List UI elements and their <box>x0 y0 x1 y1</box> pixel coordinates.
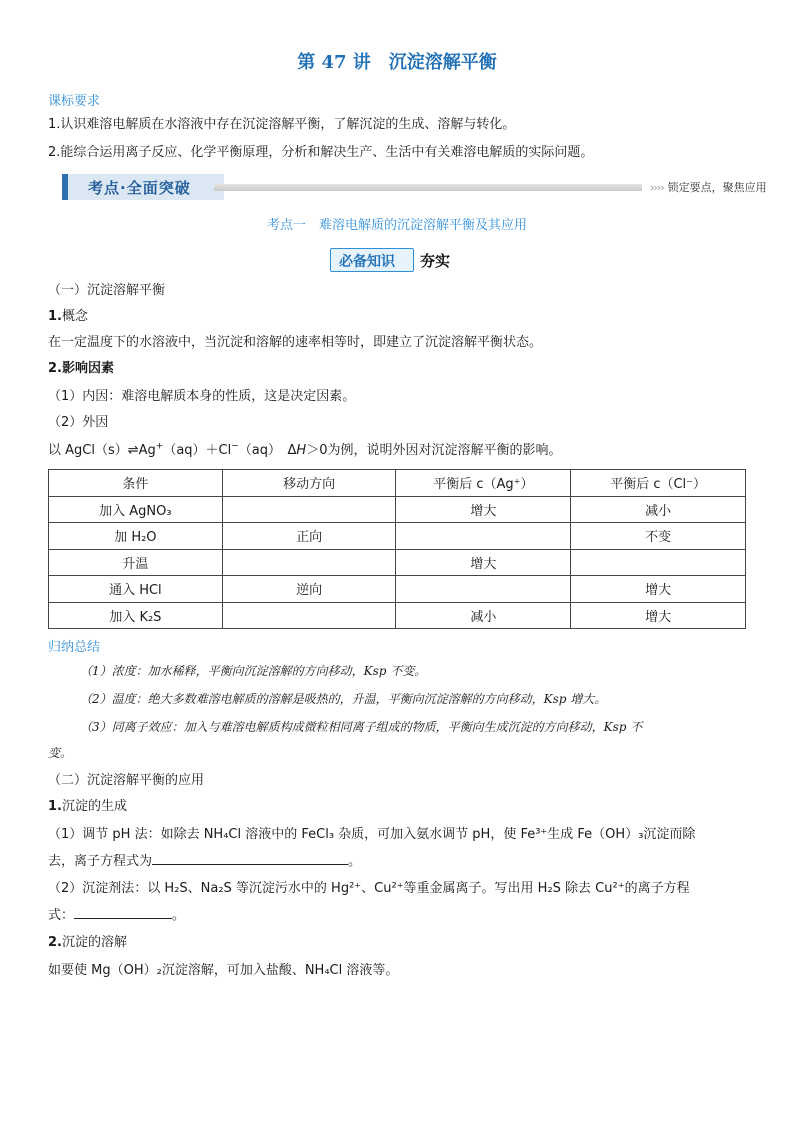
summary-heading: 归纳总结 <box>48 640 101 655</box>
generation-label: 沉淀的生成 <box>61 799 127 814</box>
ph-method-line1: （1）调节 pH 法：如除去 NH₄Cl 溶液中的 FeCl₃ 杂质，可加入氨水调节 pH，使 Fe³⁺生成 Fe（OH）₃沉淀而除 <box>48 827 696 842</box>
table-cell: 加入 AgNO₃ <box>49 496 223 523</box>
summary-item-3-cont: 变。 <box>48 746 73 760</box>
table-cell <box>222 496 396 523</box>
badge-box <box>330 248 414 272</box>
table-row <box>49 496 746 523</box>
concept-num: 1. <box>48 309 62 324</box>
chevrons-icon: ›››› <box>650 181 664 194</box>
example-post: ＞0为例，说明外因对沉淀溶解平衡的影响。 <box>306 443 562 458</box>
table-cell <box>222 549 396 576</box>
table-cell: 加 H₂O <box>49 523 223 550</box>
table-cell <box>571 549 746 576</box>
precipitant-line2 <box>48 906 185 925</box>
banner-tag-label: 考点·全面突破 <box>88 179 191 197</box>
precipitant-text: 式： <box>48 908 75 923</box>
summary-item-3: （3）同离子效应：加入与难溶电解质构成微粒相同离子组成的物质，平衡向生成沉淀的方向移动，Ksp 不 <box>80 720 643 734</box>
table-header-cell: 条件 <box>49 470 223 497</box>
table-header-row <box>49 470 746 497</box>
factors-table <box>48 469 746 629</box>
badge-label: 必备知识 <box>339 254 395 270</box>
section2-heading: （二）沉淀溶解平衡的应用 <box>48 773 205 788</box>
example-equation <box>48 442 561 460</box>
generation-heading <box>48 798 127 816</box>
standard-item-1: 1.认识难溶电解质在水溶液中存在沉淀溶解平衡，了解沉淀的生成、溶解与转化。 <box>48 117 516 132</box>
table-cell: 增大 <box>396 549 571 576</box>
example-mid1: （aq）＋Cl <box>163 443 232 458</box>
dissolution-num: 2. <box>48 935 62 950</box>
section1-heading: （一）沉淀溶解平衡 <box>48 283 166 298</box>
table-cell: 通入 HCl <box>49 576 223 603</box>
table-cell <box>222 602 396 629</box>
standards-heading: 课标要求 <box>48 94 101 109</box>
badge-text: 夯实 <box>420 252 451 270</box>
answer-blank-1[interactable] <box>152 852 348 865</box>
factors-heading <box>48 360 114 378</box>
precipitant-line1: （2）沉淀剂法：以 H₂S、Na₂S 等沉淀污水中的 Hg²⁺、Cu²⁺等重金属离子。写出用 H₂S 除去 Cu²⁺的离子方程 <box>48 881 690 896</box>
standard-item-2: 2.能综合运用离子反应、化学平衡原理，分析和解决生产、生活中有关难溶电解质的实际问题。 <box>48 145 594 160</box>
banner-right-label: 锁定要点，聚焦应用 <box>667 181 767 194</box>
banner-tag <box>62 174 224 200</box>
dissolution-text: 如要使 Mg（OH）₂沉淀溶解，可加入盐酸、NH₄Cl 溶液等。 <box>48 963 399 978</box>
table-cell: 减小 <box>571 496 746 523</box>
table-row <box>49 523 746 550</box>
table-cell: 增大 <box>571 602 746 629</box>
ph-method-line2 <box>48 852 361 871</box>
table-row <box>49 549 746 576</box>
lecture-title: 第 47 讲 沉淀溶解平衡 <box>297 52 497 73</box>
dissolution-heading <box>48 934 127 952</box>
example-mid2: （aq） Δ <box>238 443 297 458</box>
cl-charge: − <box>231 441 239 452</box>
factors-num: 2. <box>48 361 62 376</box>
dissolution-label: 沉淀的溶解 <box>61 935 127 950</box>
table-cell: 增大 <box>571 576 746 603</box>
table-cell: 正向 <box>222 523 396 550</box>
table-header-cell: 平衡后 c（Ag⁺） <box>396 470 571 497</box>
table-cell <box>396 576 571 603</box>
example-pre: 以 AgCl（s）⇌Ag <box>48 443 156 458</box>
table-cell: 加入 K₂S <box>49 602 223 629</box>
ag-charge: + <box>155 441 164 452</box>
precipitant-end: 。 <box>172 908 186 923</box>
concept-text: 在一定温度下的水溶液中，当沉淀和溶解的速率相等时，即建立了沉淀溶解平衡状态。 <box>48 335 543 350</box>
table-cell: 逆向 <box>222 576 396 603</box>
table-cell: 减小 <box>396 602 571 629</box>
kaodian-title: 考点一 难溶电解质的沉淀溶解平衡及其应用 <box>266 218 527 233</box>
ph-method-end: 。 <box>348 854 362 869</box>
table-cell: 不变 <box>571 523 746 550</box>
ph-method-text: 去，离子方程式为 <box>48 854 153 869</box>
answer-blank-2[interactable] <box>74 906 172 919</box>
table-cell: 升温 <box>49 549 223 576</box>
table-cell: 增大 <box>396 496 571 523</box>
table-header-cell: 平衡后 c（Cl⁻） <box>571 470 746 497</box>
generation-num: 1. <box>48 799 62 814</box>
table-cell <box>396 523 571 550</box>
table-row <box>49 576 746 603</box>
concept-label: 概念 <box>61 309 88 324</box>
summary-item-1: （1）浓度：加水稀释，平衡向沉淀溶解的方向移动，Ksp 不变。 <box>80 664 427 678</box>
banner-divider <box>214 184 642 191</box>
section-banner <box>62 172 767 204</box>
factors-label: 影响因素 <box>61 361 114 376</box>
external-factor: （2）外因 <box>48 415 109 430</box>
table-header-cell: 移动方向 <box>222 470 396 497</box>
concept-heading <box>48 308 88 326</box>
enthalpy-symbol: H <box>296 443 307 458</box>
table-row <box>49 602 746 629</box>
banner-right-text <box>650 179 767 195</box>
summary-item-2: （2）温度：绝大多数难溶电解质的溶解是吸热的，升温，平衡向沉淀溶解的方向移动，Ksp 增大。 <box>80 692 607 706</box>
internal-factor: （1）内因：难溶电解质本身的性质，这是决定因素。 <box>48 389 356 404</box>
